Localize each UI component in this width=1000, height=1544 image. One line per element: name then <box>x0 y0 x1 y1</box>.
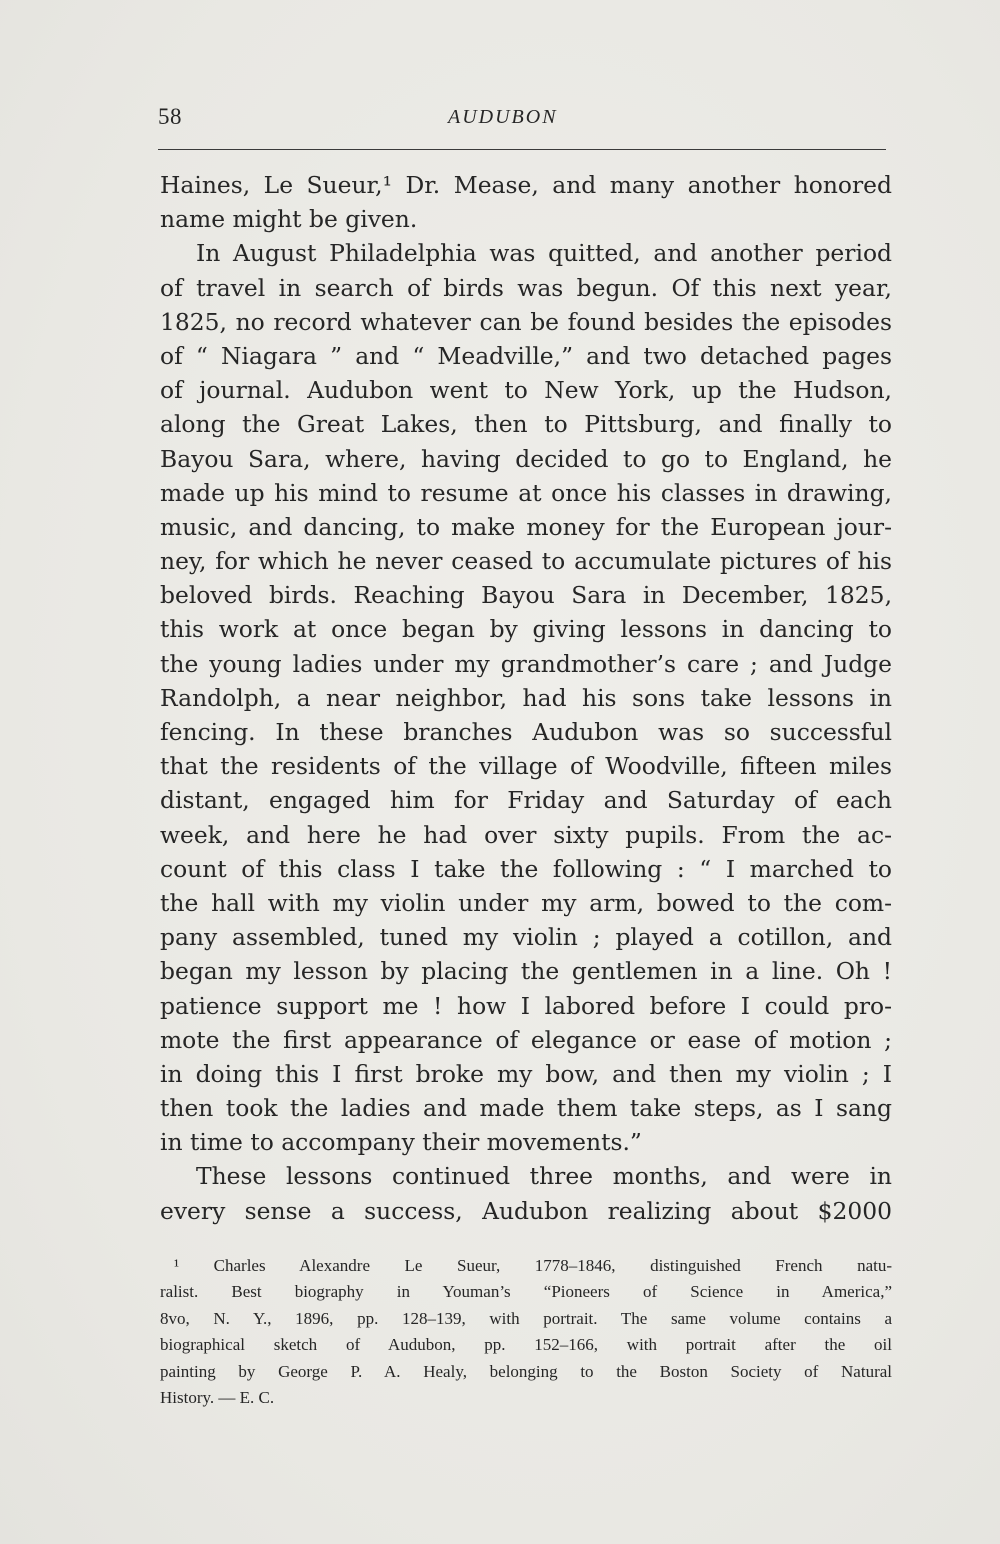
body-line: week, and here he had over sixty pupils. From the ac- <box>160 820 892 849</box>
header-rule <box>158 149 886 150</box>
footnote-line: 8vo, N. Y., 1896, pp. 128–139, with portrait. The same volume contains a <box>160 1308 892 1328</box>
body-line: in time to accompany their movements.” <box>160 1128 642 1157</box>
body-line: These lessons continued three months, and were in <box>196 1162 892 1191</box>
footnote-line: ralist. Best biography in Youman’s “Pioneers of Science in America,” <box>160 1282 892 1302</box>
body-line: began my lesson by placing the gentlemen in a line. Oh ! <box>160 957 892 986</box>
body-line: distant, engaged him for Friday and Saturday of each <box>160 786 892 815</box>
page-header <box>158 104 886 144</box>
body-line: pany assembled, tuned my violin ; played a cotillon, and <box>160 923 892 952</box>
body-line: In August Philadelphia was quitted, and another period <box>196 239 892 268</box>
footnotes <box>160 1253 892 1411</box>
body-line: of “ Niagara ” and “ Meadville,” and two detached pages <box>160 341 892 370</box>
body-line: Randolph, a near neighbor, had his sons take lessons in <box>160 683 892 712</box>
body-line: 1825, no record whatever can be found besides the episodes <box>160 307 892 336</box>
body-line: Haines, Le Sueur,¹ Dr. Mease, and many another honored <box>160 171 892 199</box>
footnote-line: History. — E. C. <box>160 1387 275 1407</box>
body-line: the hall with my violin under my arm, bowed to the com- <box>160 888 892 917</box>
body-text <box>160 168 892 1228</box>
body-line: this work at once began by giving lessons in dancing to <box>160 615 892 644</box>
body-line: that the residents of the village of Woodville, fifteen miles <box>160 752 892 781</box>
body-line: the young ladies under my grandmother’s care ; and Judge <box>160 649 892 678</box>
page-number: 58 <box>158 104 182 129</box>
body-line: Bayou Sara, where, having decided to go to England, he <box>160 444 892 473</box>
body-line: then took the ladies and made them take steps, as I sang <box>160 1094 892 1123</box>
footnote-line: biographical sketch of Audubon, pp. 152–166, with portrait after the oil <box>160 1335 892 1355</box>
body-line: ney, for which he never ceased to accumulate pictures of his <box>160 547 892 576</box>
body-line: mote the first appearance of elegance or ease of motion ; <box>160 1025 892 1054</box>
body-line: of journal. Audubon went to New York, up the Hudson, <box>160 376 892 405</box>
body-line: along the Great Lakes, then to Pittsburg, and finally to <box>160 410 892 439</box>
body-line: name might be given. <box>160 205 418 234</box>
body-line: every sense a success, Audubon realizing about $2000 <box>160 1196 892 1225</box>
running-head: AUDUBON <box>448 106 558 128</box>
body-line: fencing. In these branches Audubon was so successful <box>160 718 892 746</box>
body-line: music, and dancing, to make money for the European jour- <box>160 512 892 541</box>
body-line: beloved birds. Reaching Bayou Sara in December, 1825, <box>160 581 892 610</box>
body-line: count of this class I take the following : “ I marched to <box>160 854 892 883</box>
body-line: in doing this I first broke my bow, and then my violin ; I <box>160 1059 892 1088</box>
footnote-line: ¹ Charles Alexandre Le Sueur, 1778–1846, distinguished French natu- <box>174 1256 892 1275</box>
footnote-line: painting by George P. A. Healy, belonging to the Boston Society of Natural <box>160 1361 892 1381</box>
body-line: made up his mind to resume at once his classes in drawing, <box>160 478 892 507</box>
body-line: patience support me ! how I labored before I could pro- <box>160 991 892 1020</box>
body-line: of travel in search of birds was begun. Of this next year, <box>160 273 892 302</box>
